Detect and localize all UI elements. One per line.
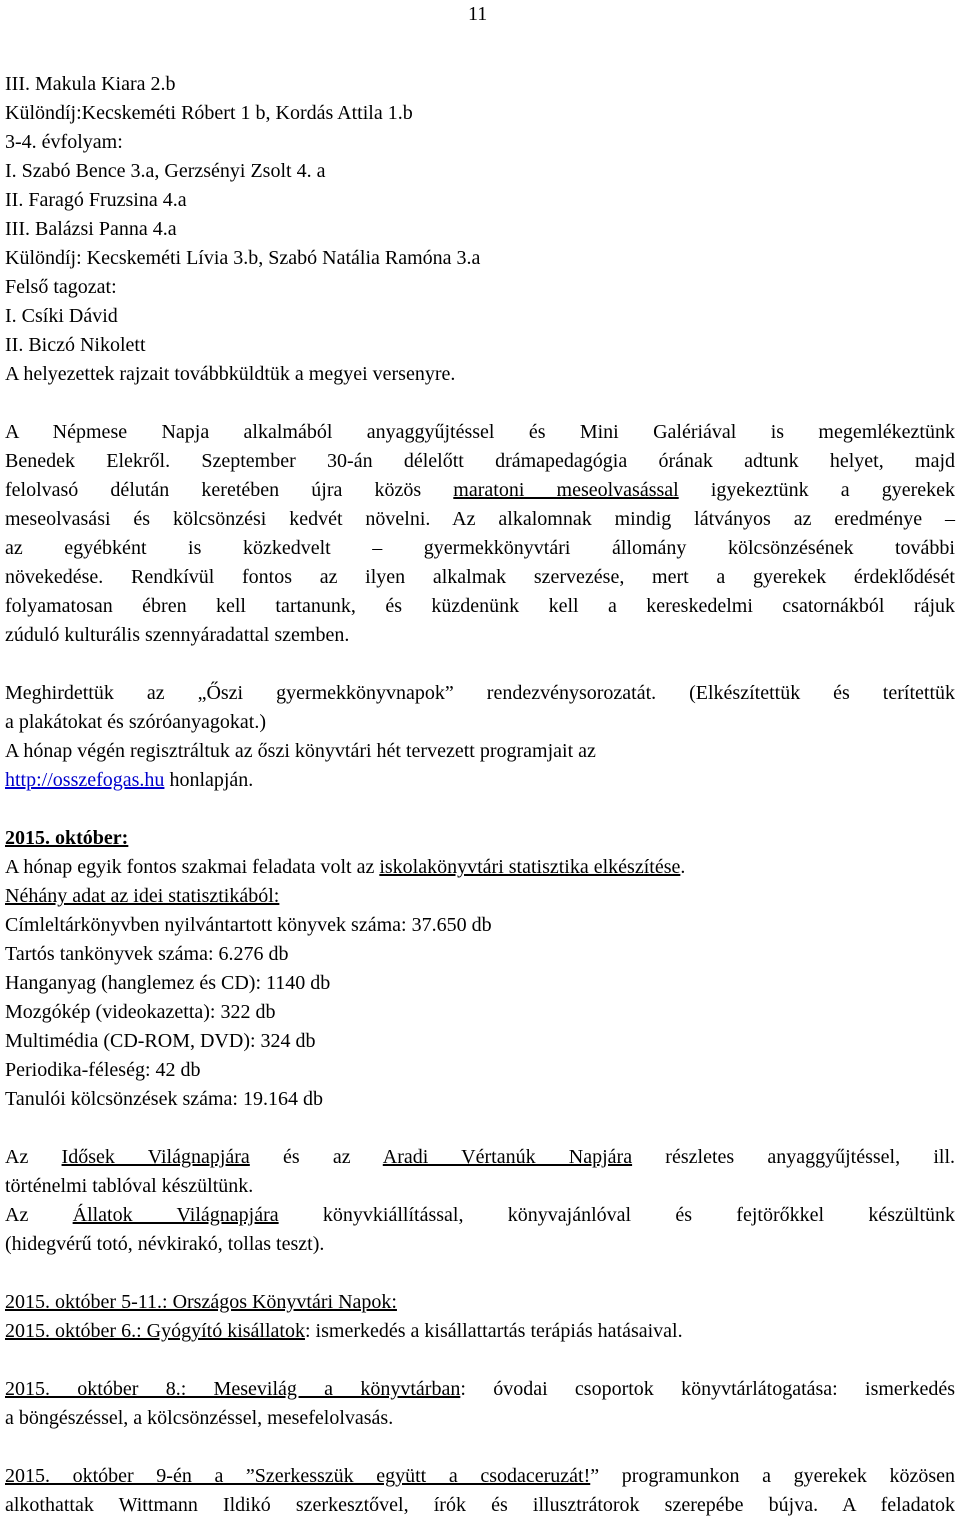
- text-span: részletes anyaggyűjtéssel, ill.: [632, 1146, 956, 1168]
- stat-item: Címleltárkönyvben nyilvántartott könyvek száma: 37.650 db: [5, 914, 492, 936]
- stat-item: Mozgókép (videokazetta): 322 db: [5, 1001, 276, 1023]
- result-line: III. Makula Kiara 2.b: [5, 73, 176, 95]
- result-line: Különdíj: Kecskeméti Lívia 3.b, Szabó Natália Ramóna 3.a: [5, 247, 481, 269]
- paragraph-line: A Népmese Napja alkalmából anyaggyűjtéssel és Mini Galériával is megemlékeztünk: [5, 421, 955, 443]
- result-line: I. Szabó Bence 3.a, Gerzsényi Zsolt 4. a: [5, 160, 326, 182]
- paragraph-line: [5, 476, 955, 505]
- document-body: [5, 70, 955, 1520]
- stat-item: Tartós tankönyvek száma: 6.276 db: [5, 943, 289, 965]
- october-section: [5, 824, 955, 1114]
- result-line: A helyezettek rajzait továbbküldtük a megyei versenyre.: [5, 363, 456, 385]
- text-span: Az: [5, 1204, 73, 1226]
- result-line: II. Biczó Nikolett: [5, 334, 146, 356]
- oszi-paragraph: [5, 679, 955, 795]
- page-number: 11: [468, 3, 488, 25]
- text-span: A hónap egyik fontos szakmai feladata volt az: [5, 856, 380, 878]
- paragraph-line: Benedek Elekről. Szeptember 30-án délelőtt drámapedagógia órának adtunk helyet, majd: [5, 450, 955, 472]
- paragraph-line: [5, 1201, 955, 1230]
- event-title: 2015. október 9-én a ”Szerkesszük együtt a csodaceruzát!: [5, 1465, 591, 1487]
- result-line: II. Faragó Fruzsina 4.a: [5, 189, 187, 211]
- paragraph-line: az egyébként is közkedvelt – gyermekkönyvtári állomány kölcsönzésének további: [5, 537, 955, 559]
- paragraph-line: [5, 853, 955, 882]
- stats-heading: Néhány adat az idei statisztikából:: [5, 885, 280, 907]
- osszefogas-link[interactable]: http://osszefogas.hu: [5, 769, 165, 791]
- allatok-vilagnapja-text: Állatok Világnapjára: [72, 1204, 279, 1226]
- paragraph-line: történelmi tablóval készültünk.: [5, 1175, 254, 1197]
- text-span: és az: [249, 1146, 383, 1168]
- events-list: [5, 1288, 955, 1520]
- paragraph-line: [5, 766, 955, 795]
- result-line: Különdíj:Kecskeméti Róbert 1 b, Kordás Attila 1.b: [5, 102, 413, 124]
- nepmese-paragraph: [5, 418, 955, 650]
- result-line: I. Csíki Dávid: [5, 305, 118, 327]
- event-item-continuation: a böngészéssel, a kölcsönzéssel, mesefelolvasás.: [5, 1407, 394, 1429]
- stat-item: Multimédia (CD-ROM, DVD): 324 db: [5, 1030, 316, 1052]
- heading-year: 2015.: [5, 827, 50, 849]
- result-line: 3-4. évfolyam:: [5, 131, 123, 153]
- paragraph-line: (hidegvérű totó, névkirakó, tollas teszt).: [5, 1233, 325, 1255]
- section-heading: [5, 824, 955, 853]
- event-description: : ismerkedés a kisállattartás terápiás hatásaival.: [304, 1320, 683, 1342]
- idosek-vilagnapja-text: Idősek Világnapjára: [61, 1146, 250, 1168]
- result-line: Felső tagozat:: [5, 276, 117, 298]
- paragraph-line: Meghirdettük az „Őszi gyermekkönyvnapok” rendezvénysorozatát. (Elkészítettük és terítettük: [5, 682, 955, 704]
- heading-month: október:: [50, 827, 129, 849]
- paragraph-line: folyamatosan ébren kell tartanunk, és küzdenünk kell a kereskedelmi csatornákból rájuk: [5, 595, 955, 617]
- text-span: igyekeztünk a gyerekek: [678, 479, 955, 501]
- maratoni-meseolvasas-text: maratoni meseolvasással: [453, 479, 679, 501]
- event-title: 2015. október 8.: Mesevilág a könyvtárban: [5, 1378, 461, 1400]
- text-span: .: [680, 856, 686, 878]
- result-line: III. Balázsi Panna 4.a: [5, 218, 177, 240]
- event-item: [5, 1375, 955, 1404]
- paragraph-line: zúduló kulturális szennyáradattal szemben.: [5, 624, 350, 646]
- paragraph-line: a plakátokat és szóróanyagokat.): [5, 711, 267, 733]
- event-item: [5, 1317, 955, 1346]
- event-item-continuation: alkothattak Wittmann Ildikó szerkesztővel, írók és illusztrátorok szerepébe bújva. A feladatok: [5, 1494, 955, 1516]
- event-title: 2015. október 6.: Gyógyító kisállatok: [5, 1320, 305, 1342]
- aradi-vertanuk-text: Aradi Vértanúk Napjára: [382, 1146, 633, 1168]
- statistics-task-text: iskolakönyvtári statisztika elkészítése: [379, 856, 681, 878]
- stat-item: Hanganyag (hanglemez és CD): 1140 db: [5, 972, 331, 994]
- event-item: [5, 1462, 955, 1491]
- competition-results: [5, 70, 955, 389]
- vilagnap-paragraph: [5, 1143, 955, 1259]
- paragraph-line: A hónap végén regisztráltuk az őszi könyvtári hét tervezett programjait az: [5, 740, 596, 762]
- paragraph-line: növekedése. Rendkívül fontos az ilyen alkalmak szervezése, mert a gyerekek érdeklődését: [5, 566, 955, 588]
- text-span: könyvkiállítással, könyvajánlóval és fejtörőkkel készültünk: [278, 1204, 955, 1226]
- event-description: : óvodai csoportok könyvtárlátogatása: ismerkedés: [460, 1378, 955, 1400]
- text-span: felolvasó délután keretében újra közös: [5, 479, 454, 501]
- stat-item: Tanulói kölcsönzések száma: 19.164 db: [5, 1088, 323, 1110]
- text-span: Az: [5, 1146, 62, 1168]
- paragraph-line: [5, 1143, 955, 1172]
- paragraph-line: meseolvasási és kölcsönzési kedvét növelni. Az alkalomnak mindig látványos az eredménye –: [5, 508, 955, 530]
- stat-item: Periodika-féleség: 42 db: [5, 1059, 201, 1081]
- text-span: honlapján.: [164, 769, 254, 791]
- event-heading: 2015. október 5-11.: Országos Könyvtári Napok:: [5, 1291, 397, 1313]
- event-description: ” programunkon a gyerekek közösen: [590, 1465, 955, 1487]
